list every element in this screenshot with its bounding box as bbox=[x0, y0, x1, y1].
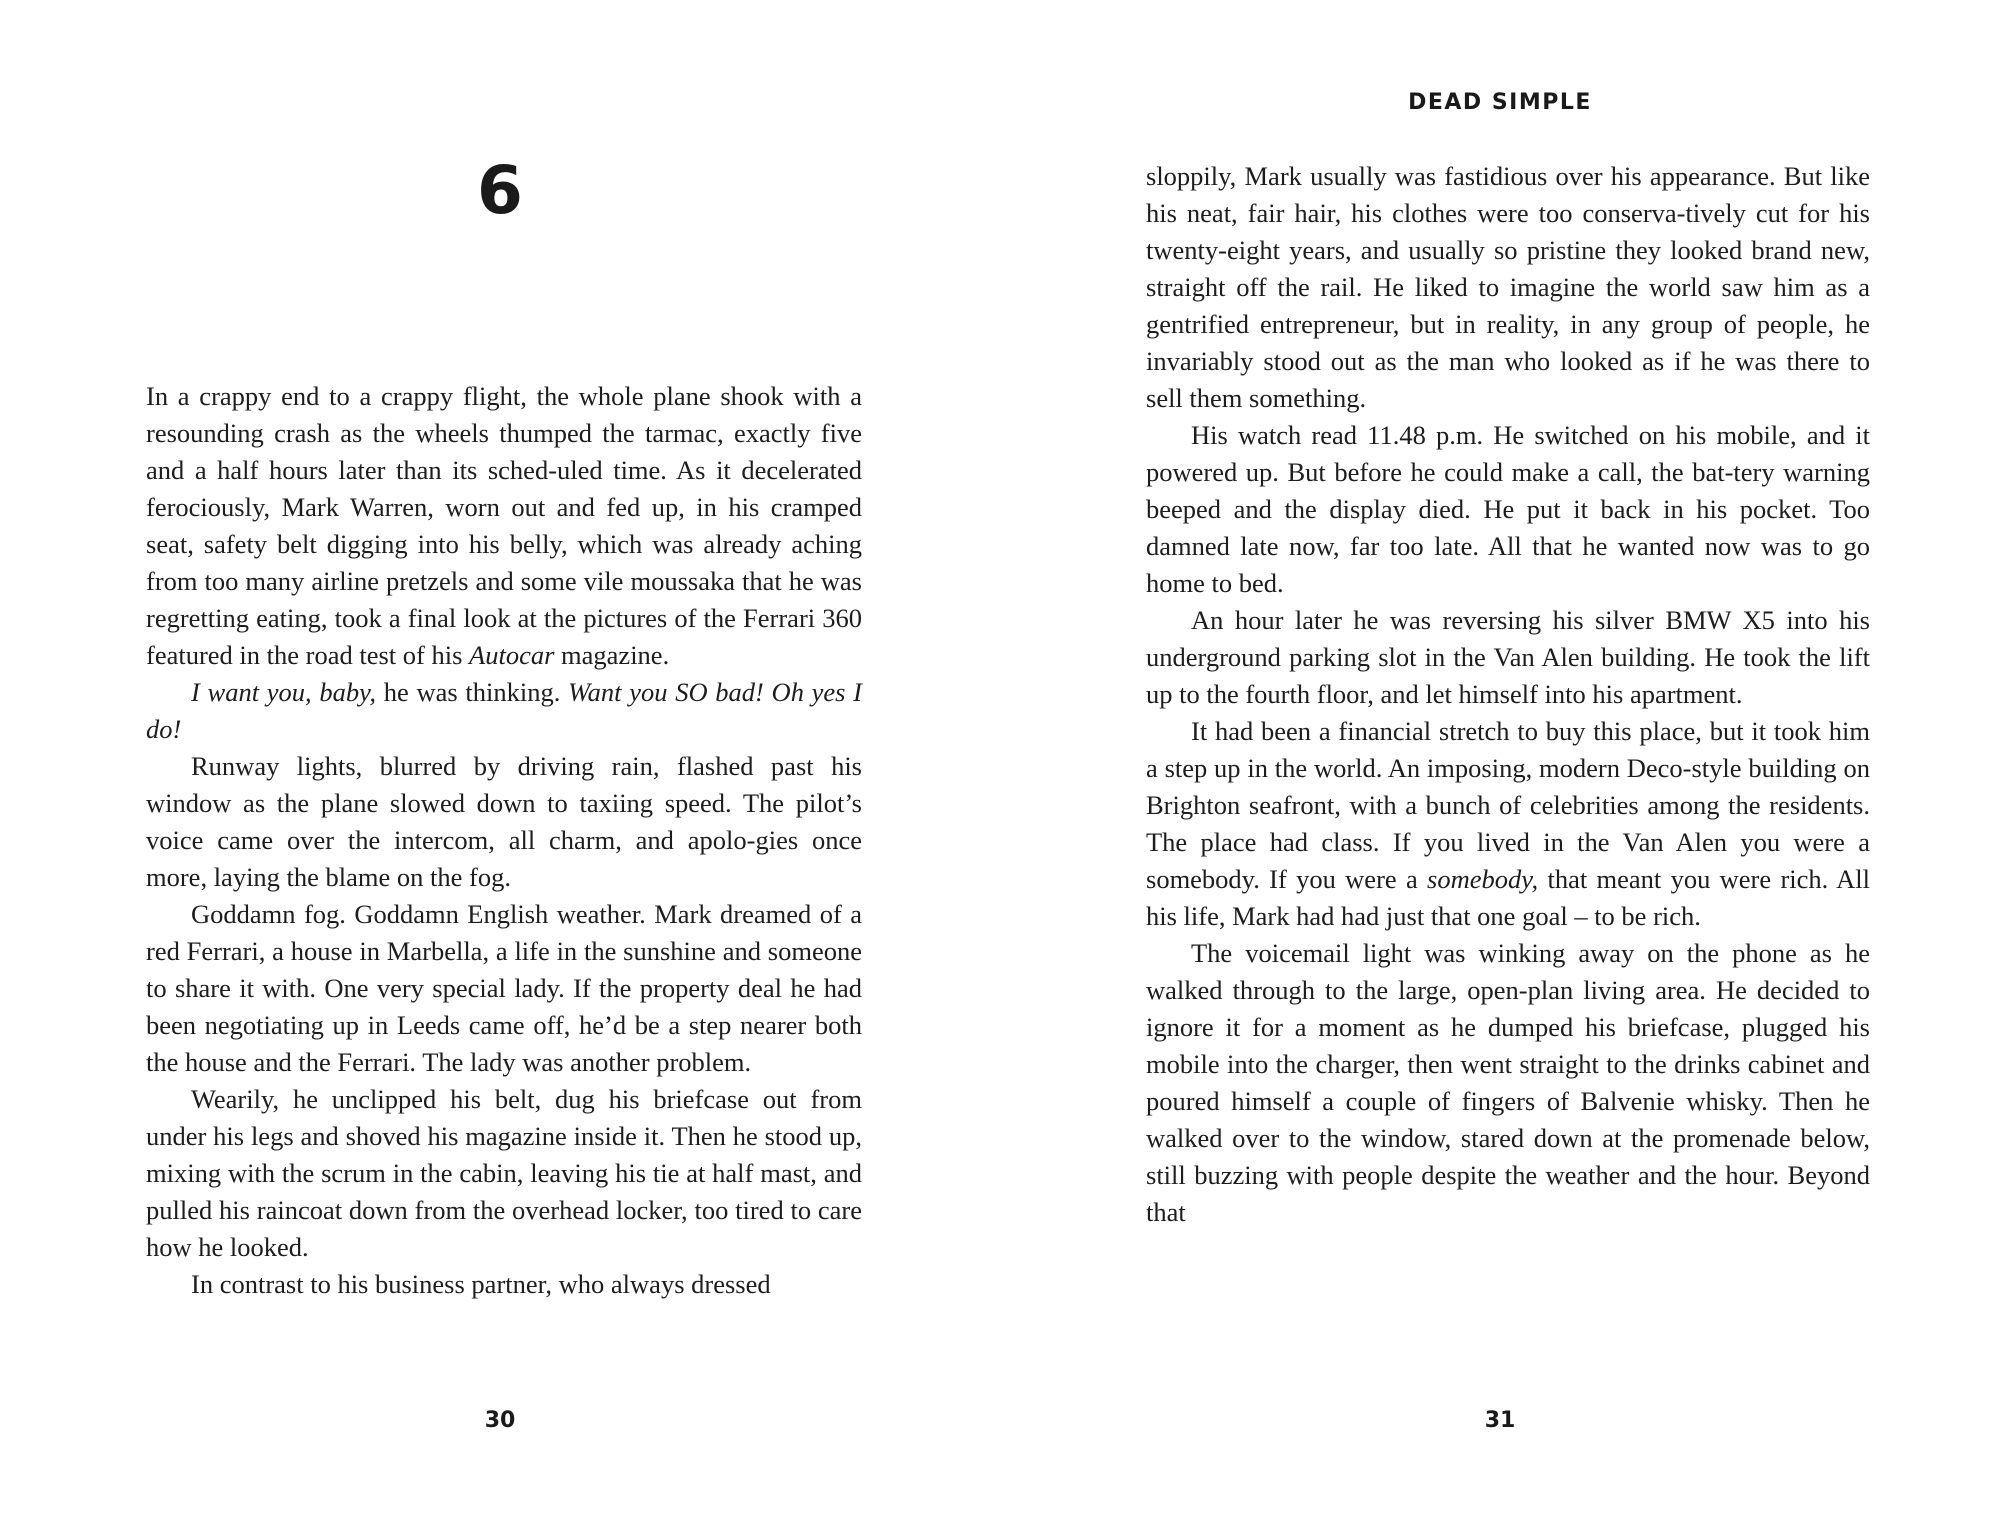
paragraph: Wearily, he unclipped his belt, dug his briefcase out from under his legs and shoved his magazine inside it. Then he stood up, mixing with the scrum in the cabin, leaving his tie at half mast, and pulled his raincoat down from the overhead locker, too tired to care how he looked. bbox=[146, 1084, 862, 1262]
paragraph bbox=[1146, 713, 1870, 935]
paragraph: Runway lights, blurred by driving rain, flashed past his window as the plane slowed down to taxiing speed. The pilot’s voice came over the intercom, all charm, and apolo-gies once more, laying the blame on the fog. bbox=[146, 751, 862, 892]
paragraph: Goddamn fog. Goddamn English weather. Mark dreamed of a red Ferrari, a house in Marbella, a life in the sunshine and someone to share it with. One very special lady. If the property deal he had been negotiating up in Leeds came off, he’d be a step nearer both the house and the Ferrari. The lady was another problem. bbox=[146, 899, 862, 1077]
italic-text: Want you SO bad! Oh yes I do! bbox=[146, 677, 863, 744]
italic-text: somebody, bbox=[1427, 864, 1539, 894]
paragraph-text: In a crappy end to a crappy flight, the whole plane shook with a resounding crash as the wheels thumped the tarmac, exactly five and a half hours later than its sched-uled time. As it decelerated ferociously, Mark Warren, worn out and fed up, in his cramped seat, safety belt digging into his belly, which was already aching from too many airline pretzels and some vile moussaka that he was regretting eating, took a final look at the pictures of the Ferrari 360 featured in the road test of his bbox=[146, 381, 862, 670]
chapter-number: 6 bbox=[477, 152, 523, 229]
paragraph: sloppily, Mark usually was fastidious over his appearance. But like his neat, fair hair, his clothes were too conserva-tively cut for his twenty-eight years, and usually so pristine they looked brand new, straight off the rail. He liked to imagine the world saw him as a gentrified entrepreneur, but in reality, in any group of people, he invariably stood out as the man who looked as if he was there to sell them something. bbox=[1146, 161, 1870, 413]
paragraph: The voicemail light was winking away on the phone as he walked through to the large, open-plan living area. He decided to ignore it for a moment as he dumped his briefcase, plugged his mobile into the charger, then went straight to the drinks cabinet and poured himself a couple of fingers of Balvenie whisky. Then he walked over to the window, stared down at the promenade below, still buzzing with people despite the weather and the hour. Beyond that bbox=[1146, 938, 1870, 1227]
paragraph: An hour later he was reversing his silver BMW X5 into his underground parking slot in the Van Alen building. He took the lift up to the fourth floor, and let himself into his apartment. bbox=[1146, 605, 1870, 709]
paragraph: In contrast to his business partner, who always dressed bbox=[191, 1269, 771, 1299]
magazine-title: Autocar bbox=[469, 640, 555, 670]
paragraph-text: that meant you were rich. All his life, Mark had had just that one goal – to be rich. bbox=[1146, 864, 1870, 931]
italic-text: I want you, baby, bbox=[191, 677, 377, 707]
paragraph: His watch read 11.48 p.m. He switched on his mobile, and it powered up. But before he could make a call, the bat-tery warning beeped and the display died. He put it back in his pocket. Too damned late now, far too late. All that he wanted now was to go home to bed. bbox=[1146, 420, 1870, 598]
paragraph-text: It had been a financial stretch to buy this place, but it took him a step up in the world. An imposing, modern Deco-style building on Brighton seafront, with a bunch of celebrities among the residents. The place had class. If you lived in the Van Alen you were a somebody. If you were a bbox=[1146, 716, 1870, 894]
paragraph-text: magazine. bbox=[554, 640, 670, 670]
page-number-right: 31 bbox=[1484, 1408, 1516, 1433]
paragraph bbox=[146, 674, 862, 748]
right-page-text bbox=[1146, 158, 1870, 1231]
page-number-left: 30 bbox=[484, 1408, 516, 1433]
running-head: DEAD SIMPLE bbox=[1408, 90, 1592, 115]
paragraph bbox=[146, 378, 862, 674]
paragraph-text: he was thinking. bbox=[376, 677, 569, 707]
left-page-text bbox=[146, 378, 862, 1303]
